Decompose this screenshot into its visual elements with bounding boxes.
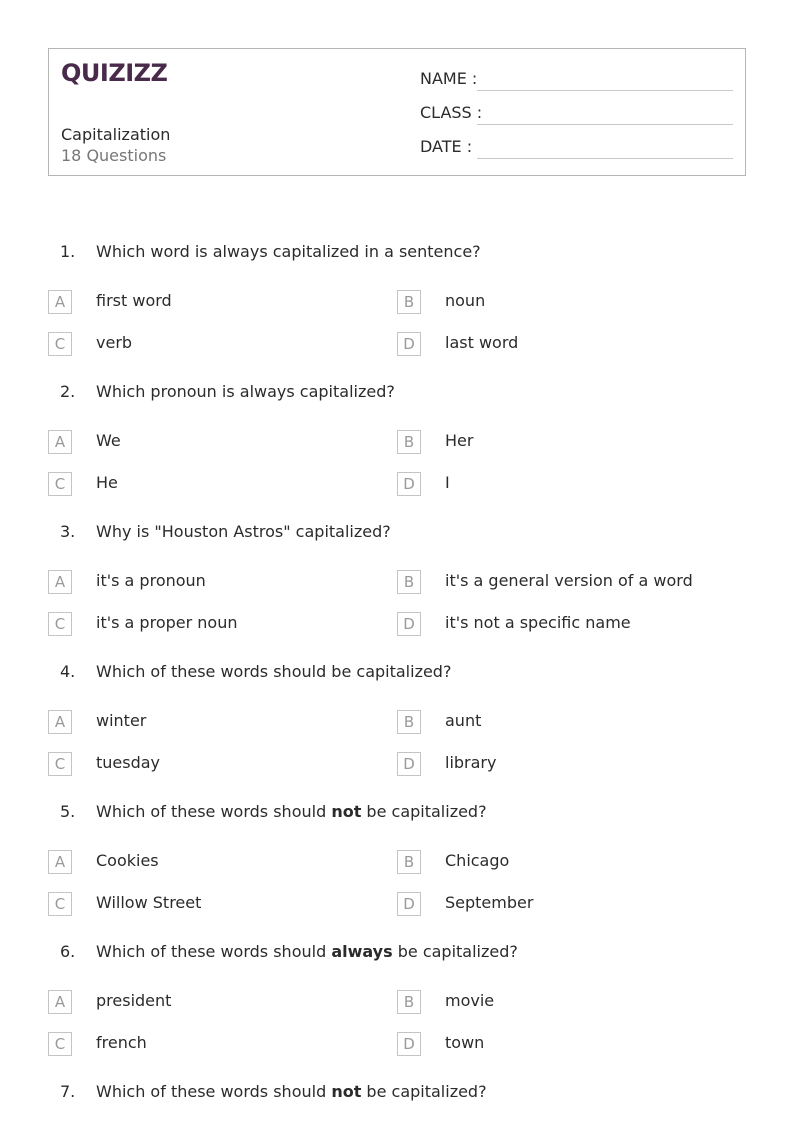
worksheet-title: Capitalization bbox=[61, 125, 171, 144]
option-letter-box[interactable]: B bbox=[397, 710, 421, 734]
question-text bbox=[96, 522, 391, 541]
class-label: CLASS : bbox=[420, 103, 483, 122]
option-letter-box[interactable]: C bbox=[48, 892, 72, 916]
question-text-part: be capitalized? bbox=[361, 802, 487, 821]
option-letter-box[interactable]: D bbox=[397, 1032, 421, 1056]
name-line bbox=[477, 90, 733, 91]
option-letter-box[interactable]: A bbox=[48, 990, 72, 1014]
option-letter-box[interactable]: C bbox=[48, 332, 72, 356]
question-text-part: Which word is always capitalized in a sentence? bbox=[96, 242, 481, 261]
question-text-part: Which of these words should be capitalized? bbox=[96, 662, 452, 681]
option-text: last word bbox=[445, 333, 519, 352]
question-text-part: be capitalized? bbox=[392, 942, 518, 961]
option-letter-box[interactable]: D bbox=[397, 332, 421, 356]
option-letter-box[interactable]: A bbox=[48, 430, 72, 454]
option-letter-box[interactable]: D bbox=[397, 892, 421, 916]
question-text-part: Which pronoun is always capitalized? bbox=[96, 382, 395, 401]
option-letter-box[interactable]: B bbox=[397, 430, 421, 454]
class-field bbox=[420, 103, 482, 122]
option-letter-box[interactable]: B bbox=[397, 290, 421, 314]
option-letter-box[interactable]: B bbox=[397, 990, 421, 1014]
option-letter-box[interactable]: D bbox=[397, 752, 421, 776]
question-text-part: Which of these words should bbox=[96, 802, 332, 821]
question-number: 4. bbox=[60, 662, 76, 681]
name-field bbox=[420, 69, 477, 88]
option-text: verb bbox=[96, 333, 133, 352]
question-text bbox=[96, 382, 395, 401]
question-number: 5. bbox=[60, 802, 76, 821]
question-text bbox=[96, 242, 481, 261]
option-text: winter bbox=[96, 711, 147, 730]
option-text: it's a general version of a word bbox=[445, 571, 693, 590]
option-letter-box[interactable]: B bbox=[397, 570, 421, 594]
question-text bbox=[96, 662, 451, 681]
option-text: movie bbox=[445, 991, 495, 1010]
option-text: french bbox=[96, 1033, 147, 1052]
question-text-part: Which of these words should bbox=[96, 1082, 332, 1101]
option-letter-box[interactable]: B bbox=[397, 850, 421, 874]
option-text: library bbox=[445, 753, 497, 772]
option-text: Chicago bbox=[445, 851, 510, 870]
option-text: it's not a specific name bbox=[445, 613, 631, 632]
question-emphasis: not bbox=[331, 1082, 362, 1101]
question-number: 3. bbox=[60, 522, 76, 541]
option-text: Cookies bbox=[96, 851, 159, 870]
option-letter-box[interactable]: A bbox=[48, 570, 72, 594]
question-text-part: Why is "Houston Astros" capitalized? bbox=[96, 522, 391, 541]
option-letter-box[interactable]: C bbox=[48, 472, 72, 496]
worksheet-header bbox=[48, 48, 746, 176]
question-number: 6. bbox=[60, 942, 76, 961]
option-letter-box[interactable]: A bbox=[48, 290, 72, 314]
option-letter-box[interactable]: C bbox=[48, 612, 72, 636]
option-text: Her bbox=[445, 431, 474, 450]
option-text: We bbox=[96, 431, 121, 450]
question-emphasis: always bbox=[331, 942, 393, 961]
option-text: it's a proper noun bbox=[96, 613, 238, 632]
option-text: noun bbox=[445, 291, 486, 310]
option-letter-box[interactable]: D bbox=[397, 472, 421, 496]
option-text: president bbox=[96, 991, 172, 1010]
option-text: aunt bbox=[445, 711, 482, 730]
option-text: town bbox=[445, 1033, 485, 1052]
class-line bbox=[477, 124, 733, 125]
question-number: 7. bbox=[60, 1082, 76, 1101]
option-letter-box[interactable]: C bbox=[48, 1032, 72, 1056]
question-count: 18 Questions bbox=[61, 146, 167, 165]
option-letter-box[interactable]: C bbox=[48, 752, 72, 776]
question-number: 2. bbox=[60, 382, 76, 401]
option-text: He bbox=[96, 473, 118, 492]
option-text: tuesday bbox=[96, 753, 161, 772]
date-line bbox=[477, 158, 733, 159]
date-label: DATE : bbox=[420, 137, 473, 156]
question-text bbox=[96, 802, 487, 821]
option-text: it's a pronoun bbox=[96, 571, 206, 590]
question-text-part: Which of these words should bbox=[96, 942, 332, 961]
question-text-part: be capitalized? bbox=[361, 1082, 487, 1101]
question-emphasis: not bbox=[331, 802, 362, 821]
date-field bbox=[420, 137, 472, 156]
option-text: Willow Street bbox=[96, 893, 202, 912]
quizizz-logo: QUIZIZZ bbox=[61, 59, 168, 87]
option-text: I bbox=[445, 473, 450, 492]
option-letter-box[interactable]: A bbox=[48, 710, 72, 734]
option-text: first word bbox=[96, 291, 172, 310]
name-label: NAME : bbox=[420, 69, 478, 88]
option-letter-box[interactable]: D bbox=[397, 612, 421, 636]
question-text bbox=[96, 1082, 487, 1101]
question-number: 1. bbox=[60, 242, 76, 261]
question-text bbox=[96, 942, 518, 961]
option-text: September bbox=[445, 893, 534, 912]
option-letter-box[interactable]: A bbox=[48, 850, 72, 874]
